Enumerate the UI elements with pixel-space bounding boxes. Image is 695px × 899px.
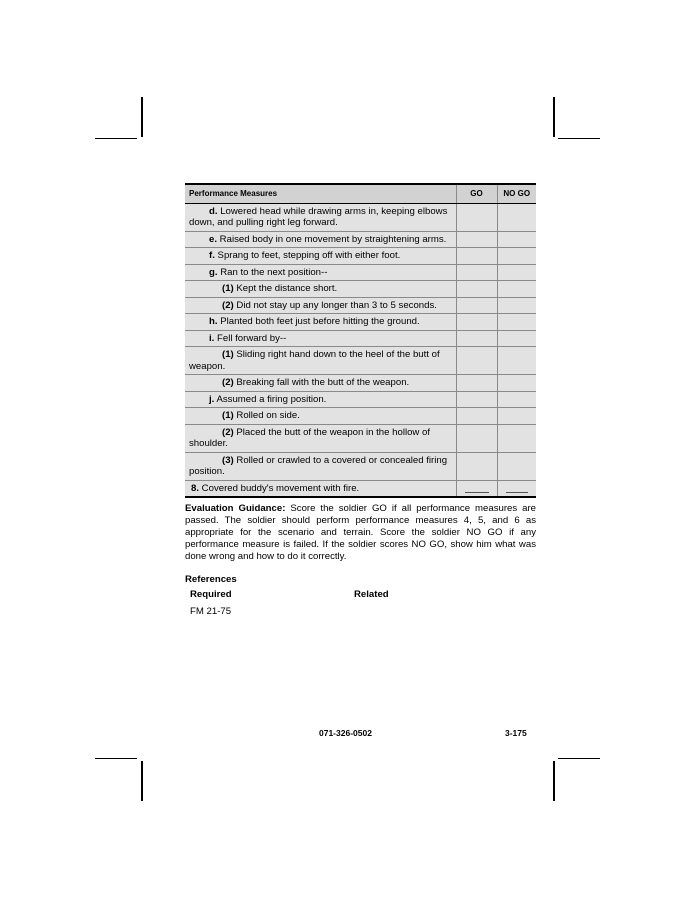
measure-text: Covered buddy's movement with fire.: [199, 482, 360, 494]
measure-marker: f.: [209, 250, 215, 261]
go-cell: [456, 203, 497, 231]
table-row: [185, 375, 536, 392]
go-cell: [456, 375, 497, 392]
no-go-cell: [497, 314, 536, 331]
measure-cell: [185, 314, 456, 331]
measure-marker: 8.: [191, 482, 200, 494]
measure-cell: [185, 330, 456, 347]
measure-text: Did not stay up any longer than 3 to 5 seconds.: [233, 299, 437, 311]
evaluation-guidance: [185, 503, 536, 563]
guidance-label: Evaluation Guidance:: [185, 503, 286, 514]
no-go-cell: [497, 203, 536, 231]
performance-measures-table: [185, 183, 536, 498]
go-cell: [456, 391, 497, 408]
crop-mark: [553, 761, 555, 801]
measure-marker: e.: [209, 233, 218, 245]
measure-text: Fell forward by--: [214, 332, 287, 344]
no-go-cell: [497, 264, 536, 281]
go-cell: [456, 424, 497, 452]
go-cell: [456, 330, 497, 347]
page-content: [185, 183, 536, 617]
required-label: Required: [190, 589, 232, 600]
crop-mark: [141, 761, 143, 801]
measure-marker: h.: [209, 316, 218, 327]
guidance-text: Score the soldier GO if all performance measures are passed. The soldier should perform performance measures 4, 5, and 6 as appropriate for the scenario and terrain. Score the soldier NO GO if any performance measure is failed. If the soldier scores NO GO, show him what was done wrong and how to do it correctly.: [185, 503, 536, 562]
no-go-cell: [497, 408, 536, 425]
measure-cell: [185, 248, 456, 265]
measure-marker: d.: [209, 205, 218, 217]
go-cell: [456, 408, 497, 425]
measure-text: Lowered head while drawing arms in, keeping elbows down, and pulling right leg forward.: [189, 205, 448, 228]
table-row: [185, 248, 536, 265]
measure-cell: [185, 408, 456, 425]
measure-marker: (2): [222, 426, 234, 438]
go-cell: [456, 248, 497, 265]
no-go-cell: [497, 424, 536, 452]
table-row: [185, 452, 536, 480]
measure-text: Assumed a firing position.: [214, 393, 327, 405]
header-no-go: NO GO: [497, 184, 536, 203]
measure-text: Sliding right hand down to the heel of the butt of weapon.: [189, 349, 440, 372]
header-go: GO: [456, 184, 497, 203]
go-cell: [456, 480, 497, 497]
crop-mark: [141, 97, 143, 137]
measure-cell: [185, 231, 456, 248]
table-row: [185, 408, 536, 425]
measure-text: Rolled on side.: [233, 410, 300, 421]
references-heading: References: [185, 574, 237, 585]
table-row: [185, 264, 536, 281]
no-go-cell: [497, 330, 536, 347]
table-row: [185, 203, 536, 231]
related-label: Related: [354, 589, 389, 600]
measure-text: Raised body in one movement by straightening arms.: [217, 233, 447, 245]
table-row: [185, 281, 536, 298]
no-go-cell: [497, 248, 536, 265]
table-row: [185, 231, 536, 248]
crop-mark: [95, 138, 137, 139]
measure-marker: (2): [222, 377, 234, 388]
table-row: [185, 424, 536, 452]
no-go-cell: [497, 480, 536, 497]
measure-text: Ran to the next position--: [217, 266, 328, 278]
measure-cell: [185, 297, 456, 314]
score-line: [506, 492, 529, 493]
measure-marker: (1): [222, 349, 234, 360]
go-cell: [456, 347, 497, 375]
table-header-row: [185, 184, 536, 203]
measure-marker: (2): [222, 299, 234, 311]
measure-cell: [185, 347, 456, 375]
header-performance-measures: Performance Measures: [185, 184, 456, 203]
crop-mark: [558, 138, 600, 139]
crop-mark: [553, 97, 555, 137]
task-number: 071-326-0502: [319, 728, 372, 738]
no-go-cell: [497, 347, 536, 375]
table-row: [185, 347, 536, 375]
go-cell: [456, 264, 497, 281]
go-cell: [456, 452, 497, 480]
measure-cell: [185, 375, 456, 392]
measure-text: Kept the distance short.: [233, 283, 338, 294]
measure-marker: g.: [209, 266, 218, 278]
go-cell: [456, 314, 497, 331]
measure-cell: [185, 264, 456, 281]
measure-text: Rolled or crawled to a covered or concealed firing position.: [189, 454, 448, 477]
score-line: [465, 492, 489, 493]
go-cell: [456, 297, 497, 314]
measure-marker: i.: [209, 332, 215, 344]
go-cell: [456, 281, 497, 298]
required-reference: FM 21-75: [190, 606, 232, 617]
measure-marker: (1): [222, 410, 234, 421]
no-go-cell: [497, 452, 536, 480]
measure-marker: (3): [222, 454, 234, 466]
measure-marker: j.: [209, 393, 215, 405]
crop-mark: [95, 758, 137, 759]
table-row: [185, 330, 536, 347]
no-go-cell: [497, 297, 536, 314]
page-number: 3-175: [505, 728, 527, 738]
table-row: [185, 297, 536, 314]
table-row: [185, 480, 536, 497]
references-columns: [185, 589, 536, 603]
no-go-cell: [497, 231, 536, 248]
measure-text: Breaking fall with the butt of the weapon.: [233, 377, 410, 388]
measure-cell: [185, 203, 456, 231]
measure-marker: (1): [222, 283, 234, 294]
no-go-cell: [497, 281, 536, 298]
no-go-cell: [497, 375, 536, 392]
measure-text: Placed the butt of the weapon in the hollow of shoulder.: [189, 426, 431, 449]
go-cell: [456, 231, 497, 248]
no-go-cell: [497, 391, 536, 408]
measure-text: Planted both feet just before hitting the ground.: [217, 316, 420, 327]
measure-cell: [185, 424, 456, 452]
measure-text: Sprang to feet, stepping off with either foot.: [214, 250, 401, 261]
measure-cell: [185, 480, 456, 497]
measure-cell: [185, 281, 456, 298]
measure-cell: [185, 391, 456, 408]
crop-mark: [558, 758, 600, 759]
table-row: [185, 314, 536, 331]
table-row: [185, 391, 536, 408]
measure-cell: [185, 452, 456, 480]
